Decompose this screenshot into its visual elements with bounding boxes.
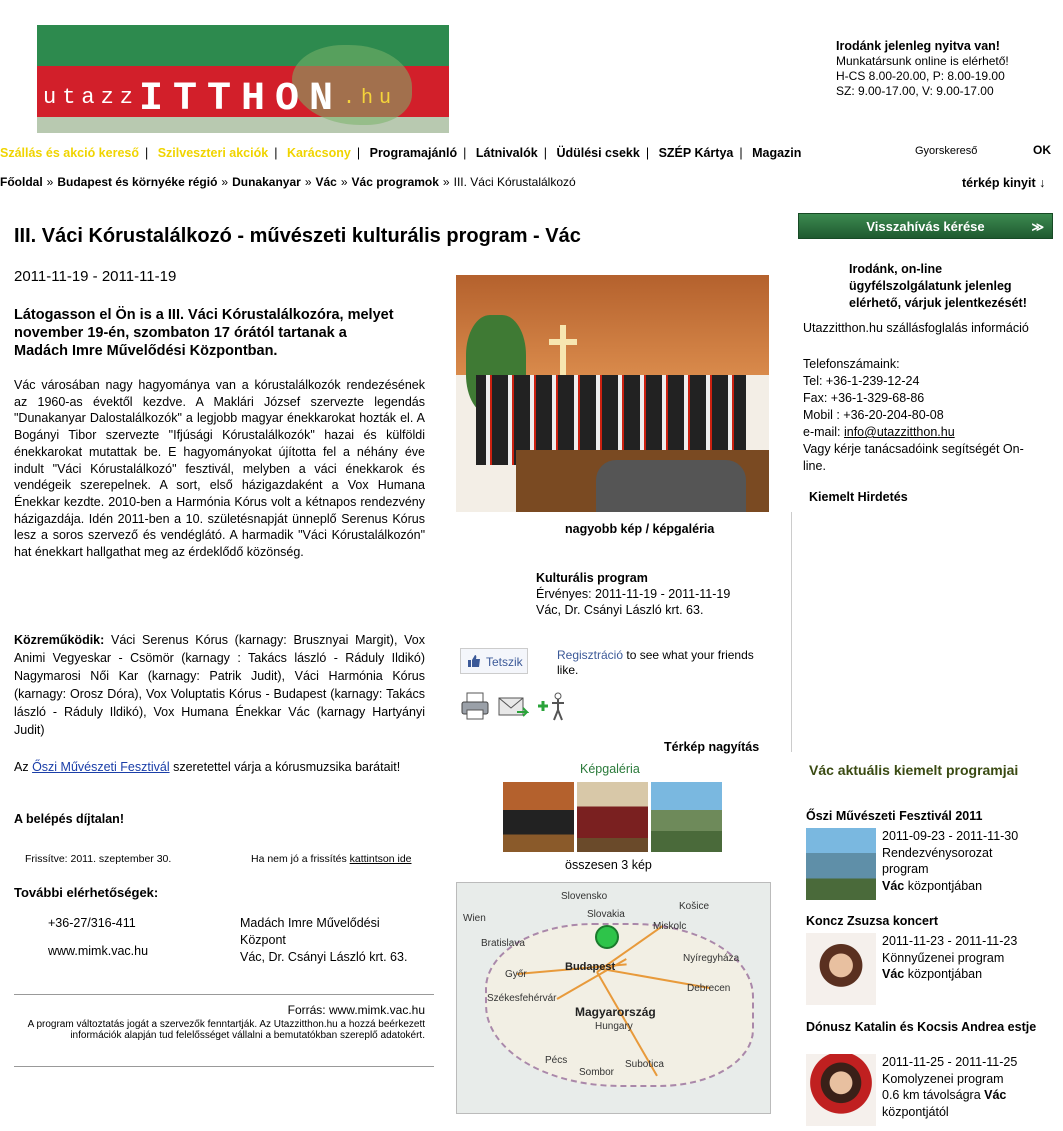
contributors [14, 631, 425, 739]
gallery-heading[interactable]: Képgaléria [580, 762, 640, 776]
map-label: Bratislava [481, 938, 525, 949]
facebook-like-icon [467, 654, 481, 668]
event-thumb[interactable] [806, 1054, 876, 1126]
event-place: központjától [882, 1104, 949, 1119]
program-valid: Érvényes: 2011-11-19 - 2011-11-19 [536, 587, 731, 601]
invite-post: szeretettel várja a kórusmuzsika barátait! [169, 760, 401, 774]
map-label: Miskolc [653, 921, 687, 932]
divider [14, 994, 434, 995]
nav-udulesi-csekk[interactable]: Üdülési csekk [556, 146, 640, 160]
online-service-status: Irodánk, on-line ügyfélszolgálatunk jelenleg elérhető, várjuk jelentkezését! [849, 262, 1027, 310]
main-nav [0, 146, 801, 160]
event-thumb[interactable] [806, 828, 876, 900]
event-title[interactable]: Dónusz Katalin és Kocsis Andrea estje [806, 1020, 1037, 1034]
booking-info: Utazzitthon.hu szállásfoglalás információ [803, 321, 1029, 335]
gallery-thumb[interactable] [503, 782, 574, 852]
nav-szallas[interactable]: Szállás és akció kereső [0, 146, 139, 160]
divider [14, 1066, 434, 1067]
map-label: Nyíregyháza [683, 953, 740, 964]
event-place: központjában [904, 878, 983, 893]
more-contacts-heading: További elérhetőségek: [14, 885, 159, 900]
map-label: Slovensko [561, 891, 608, 902]
invite-text [14, 758, 425, 776]
facebook-text [557, 648, 772, 678]
advice-text: Vagy kérje tanácsadóink segítségét On-line. [803, 442, 1024, 473]
event-place: központjában [904, 967, 983, 981]
event-town[interactable]: Vác [882, 967, 905, 981]
office-hours-weekday: H-CS 8.00-20.00, P: 8.00-19.00 [836, 69, 1005, 83]
gallery-thumb[interactable] [651, 782, 722, 852]
facebook-text-rest: to see what your friends like. [557, 648, 754, 677]
map-label: Subotica [625, 1059, 664, 1070]
updated-date: Frissítve: 2011. szeptember 30. [25, 853, 172, 865]
breadcrumb-item-region[interactable]: Budapest és környéke régió [57, 175, 218, 189]
contact-block [803, 356, 1033, 475]
quicksearch-ok-button[interactable]: OK [1033, 143, 1051, 157]
map-label: Győr [505, 969, 527, 980]
callback-label: Visszahívás kérése [866, 219, 985, 234]
event-thumb[interactable] [806, 933, 876, 1005]
breadcrumb-item-vac-programok[interactable]: Vác programok [351, 175, 439, 189]
map-label: Pécs [545, 1055, 568, 1066]
breadcrumb [0, 175, 576, 189]
description-paragraph: Vác városában nagy hagyománya van a kórustalálkozók rendezésének az 1960-as évektől kezdve. A Maklári József szervezte legendás "Dunakanyar Dalostalálkozók" a legjobb magyar énekkarokat hozták el. A Bogányi Tibor szervezte "Ifjúsági Kórustalálkozók" hazai és külföldi énekkarokat mutattak be. E hagyományokat újította fel a néhány éve indult "Váci Kórustalálkozó" fesztivál, melyben a váci énekkarok és vendégeik szerepelnek. A sort, első házigazdaként a Vox Humana Énekkar kezdte. 2010-ben a Harmónia Kórus volt a kétnapos rendezvény házigazdája. Idén 2011-ben a 10. születésnapját ünneplő Serenus Kórus lesz a soros szervező és vendéglátó. A harmadik "Váci Kórustalálkozón" hat énekkart hallgathat meg az érdeklődő közönség. [14, 378, 425, 560]
breadcrumb-separator: » [340, 175, 348, 189]
contact-mobil: Mobil : +36-20-204-80-08 [803, 408, 944, 422]
update-report-link[interactable]: kattintson ide [349, 853, 412, 865]
map-open-link[interactable]: térkép kinyit ↓ [962, 176, 1046, 190]
map-label: Sombor [579, 1067, 615, 1078]
map-pin-icon[interactable] [595, 925, 619, 949]
event-title[interactable]: Őszi Művészeti Fesztivál 2011 [806, 809, 983, 823]
map-label: Wien [463, 913, 486, 924]
breadcrumb-separator: » [442, 175, 450, 189]
breadcrumb-separator: » [221, 175, 229, 189]
source-text: Forrás: www.mimk.vac.hu [287, 1003, 425, 1017]
map-label: Magyarország [575, 1005, 656, 1019]
nav-szilveszter[interactable]: Szilveszteri akciók [157, 146, 269, 160]
logo-text: utazzITTHON.hu [43, 77, 398, 122]
contact-tel: Tel: +36-1-239-12-24 [803, 374, 920, 388]
map-label: Slovakia [587, 909, 625, 920]
event-title[interactable]: Koncz Zsuzsa koncert [806, 914, 938, 928]
chevron-down-icon: ≫ [1031, 220, 1044, 234]
event-details [882, 1054, 1017, 1120]
event-type: Komolyzenei program [882, 1071, 1004, 1086]
nav-karacsony[interactable]: Karácsony [286, 146, 351, 160]
nav-programajanlo[interactable]: Programajánló [369, 146, 458, 160]
callback-request-button[interactable] [798, 213, 1053, 239]
contributors-label: Közreműködik: [14, 633, 105, 647]
program-address: Vác, Dr. Csányi László krt. 63. [536, 603, 704, 617]
map-label: Hungary [595, 1021, 633, 1032]
email-label: e-mail: [803, 425, 844, 439]
festival-link[interactable]: Őszi Művészeti Fesztivál [32, 760, 170, 774]
disclaimer-text: A program változtatás jogát a szervezők fenntartják. Az Utazzitthon.hu a hozzá beérkezett információk alapján tud felelősséget vállalni a bemutatókban szereplő adatokért. [27, 1019, 425, 1041]
event-distance: 0.6 km távolságra [882, 1088, 985, 1102]
program-category: Kulturális program [536, 571, 648, 585]
featured-ad-heading: Kiemelt Hirdetés [809, 490, 908, 504]
update-report [251, 853, 412, 865]
venue-name: Madách Imre Művelődési Központ [240, 916, 380, 947]
nav-latnivalok[interactable]: Látnivalók [475, 146, 538, 160]
venue-street: Vác, Dr. Csányi László krt. 63. [240, 950, 408, 964]
email-icon[interactable] [497, 690, 529, 722]
event-details [882, 828, 1022, 894]
contributors-text: Váci Serenus Kórus (karnagy: Brusznyai Margit), Vox Animi Vegyeskar - Csömör (karnagy : Takács lászló - Ráduly Ildikó) Nagymarosi Női Kar (karnagy: Patrik Judit), Váci Harmónia Kórus (karnagy: Orosz Dóra), Vox Voluptatis Kórus - Budapest (karnagy: Takács lászló - Ráduly Ildikó), Vox Humana Énekkar Vác (karnagy Hartyányi Judit) [14, 633, 425, 737]
contact-fax: Fax: +36-1-329-68-86 [803, 391, 925, 405]
event-dates: 2011-11-25 - 2011-11-25 [882, 1055, 1018, 1069]
location-map[interactable] [456, 882, 771, 1114]
print-icon[interactable] [459, 690, 491, 722]
map-label: Košice [679, 901, 710, 912]
nav-separator: | [274, 146, 278, 160]
map-zoom-link[interactable]: Térkép nagyítás [664, 740, 760, 754]
page-title: III. Váci Kórustalálkozó - művészeti kulturális program - Vác [14, 225, 581, 247]
breadcrumb-separator: » [46, 175, 54, 189]
breadcrumb-item-dunakanyar[interactable]: Dunakanyar [232, 175, 301, 189]
event-photo[interactable] [456, 275, 769, 512]
breadcrumb-item-home[interactable]: Főoldal [0, 175, 43, 189]
office-headline: Irodánk jelenleg nyitva van! [836, 39, 1000, 53]
event-details [882, 933, 1017, 983]
action-icons [459, 690, 570, 722]
invite-pre: Az [14, 760, 33, 774]
divider [791, 512, 792, 752]
facebook-register-link[interactable]: Regisztráció [557, 648, 624, 662]
breadcrumb-separator: » [304, 175, 312, 189]
venue-address [240, 915, 420, 966]
event-dates: 2011-11-23 - 2011-11-23 [882, 934, 1018, 948]
office-status [836, 39, 1009, 99]
phones-heading: Telefonszámaink: [803, 357, 900, 371]
event-dates: 2011-09-23 - 2011-11-30 [882, 829, 1019, 843]
event-town[interactable]: Vác [984, 1088, 1007, 1102]
update-pre: Ha nem jó a frissítés [251, 853, 350, 865]
nav-separator: | [463, 146, 467, 160]
vac-programs-heading: Vác aktuális kiemelt programjai [809, 762, 1019, 778]
free-entry: A belépés díjtalan! [14, 812, 124, 826]
email-link[interactable]: info@utazzitthon.hu [843, 425, 955, 439]
venue-website[interactable]: www.mimk.vac.hu [48, 944, 149, 958]
gallery-thumb[interactable] [577, 782, 648, 852]
office-hours-weekend: SZ: 9.00-17.00, V: 9.00-17.00 [836, 84, 994, 98]
map-label: Debrecen [687, 983, 731, 994]
facebook-like-button[interactable] [460, 648, 528, 674]
nav-separator: | [356, 146, 361, 160]
map-label: Budapest [565, 961, 616, 973]
venue-phone: +36-27/316-411 [48, 916, 136, 930]
nav-separator: | [739, 146, 743, 160]
lead-paragraph: Látogasson el Ön is a III. Váci Kórustalálkozóra, melyet november 19-én, szombaton 17 órától tartanak a Madách Imre Művelődési Központban. [14, 307, 394, 359]
nav-magazin[interactable]: Magazin [752, 146, 802, 160]
facebook-like-label: Tetszik [486, 655, 523, 669]
breadcrumb-current: III. Váci Kórustalálkozó [453, 175, 576, 189]
program-info [536, 570, 730, 618]
breadcrumb-item-vac[interactable]: Vác [315, 175, 337, 189]
office-online: Munkatársunk online is elérhető! [836, 54, 1009, 68]
nav-szep-kartya[interactable]: SZÉP Kártya [658, 146, 734, 160]
nav-separator: | [144, 146, 149, 160]
site-logo[interactable] [37, 25, 449, 133]
event-type: Könnyűzenei program [882, 950, 1005, 965]
gallery-count: összesen 3 kép [565, 858, 652, 872]
event-type: Rendezvénysorozat program [882, 845, 993, 876]
add-person-icon[interactable] [536, 690, 568, 722]
map-label: Székesfehérvár [487, 993, 557, 1004]
quicksearch-label[interactable]: Gyorskereső [915, 145, 978, 157]
nav-separator: | [543, 146, 547, 160]
event-dates: 2011-11-19 - 2011-11-19 [14, 268, 177, 285]
bigger-image-link[interactable]: nagyobb kép / képgaléria [565, 522, 715, 536]
event-town[interactable]: Vác [882, 878, 905, 893]
nav-separator: | [645, 146, 650, 160]
